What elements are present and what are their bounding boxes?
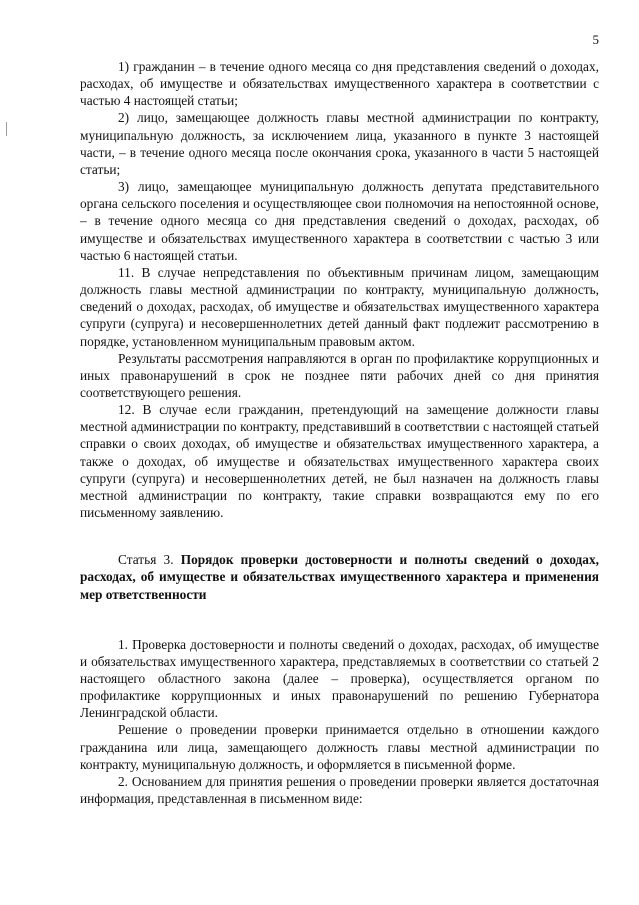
section-gap (80, 603, 599, 636)
scan-margin-mark (6, 122, 7, 136)
article-number: Статья 3. (118, 552, 174, 568)
paragraph-article3-decision: Решение о проведении проверки принимается отдельно в отношении каждого гражданина или лица, замещающего должность главы местной администрации по контракту, муниципальную должность, и оформляется в письменной форме. (80, 722, 599, 772)
page-number: 5 (592, 32, 599, 47)
paragraph-part-11-results: Результаты рассмотрения направляются в орган по профилактике коррупционных и иных правонарушений в срок не позднее пяти рабочих дней со дня принятия соответствующего решения. (80, 350, 599, 400)
paragraph-part-11: 11. В случае непредставления по объективным причинам лицом, замещающим должность главы местной администрации по контракту, муниципальную должность, сведений о доходах, расходах, об имуществе и обязательствах имущественного характера супруги (супруга) и несовершеннолетних детей данный факт подлежит рассмотрению в порядке, установленном муниципальным правовым актом. (80, 264, 599, 349)
paragraph-part-12: 12. В случае если гражданин, претендующий на замещение должности главы местной администрации по контракту, представивший в соответствии с настоящей статьей справки о своих доходах, об имуществе и обязательствах имущественного характера, а также о доходах, об имуществе и обязательствах имущественного характера своих супруги (супруга) и несовершеннолетних детей, не был назначен на должность главы местной администрации по контракту, такие справки возвращаются ему по его письменному заявлению. (80, 402, 599, 521)
article-title: Порядок проверки достоверности и полноты сведений о доходах, расходах, об имуществе и обязательствах имущественного характера и применения мер ответственности (80, 552, 599, 602)
paragraph-item-1-citizen: 1) гражданин – в течение одного месяца со дня представления сведений о доходах, расходах, об имуществе и обязательствах имущественного характера в соответствии с частью 4 настоящей статьи; (80, 59, 599, 109)
paragraph-article3-part-2: 2. Основанием для принятия решения о проведении проверки является достаточная информация, представленная в письменном виде: (80, 773, 599, 807)
paragraph-article3-part-1: 1. Проверка достоверности и полноты сведений о доходах, расходах, об имуществе и обязательствах имущественного характера, представляемых в соответствии со статьей 2 настоящего областного закона (далее – проверка), осуществляется органом по профилактике коррупционных и иных правонарушений по решению Губернатора Ленинградской области. (80, 636, 599, 721)
article-heading (80, 551, 599, 602)
section-gap (80, 521, 599, 551)
paragraph-item-3-deputy: 3) лицо, замещающее муниципальную должность депутата представительного органа сельского поселения и осуществляющее свои полномочия на непостоянной основе, – в течение одного месяца со дня представления сведений о доходах, расходах, об имуществе и обязательствах имущественного характера в соответствии с частью 3 или частью 6 настоящей статьи. (80, 179, 599, 263)
paragraph-item-2-official: 2) лицо, замещающее должность главы местной администрации по контракту, муниципальную должность, за исключением лица, указанного в пункте 3 настоящей части, – в течение одного месяца после окончания срока, указанного в части 5 настоящей статьи; (80, 110, 599, 177)
document-body (80, 58, 599, 807)
